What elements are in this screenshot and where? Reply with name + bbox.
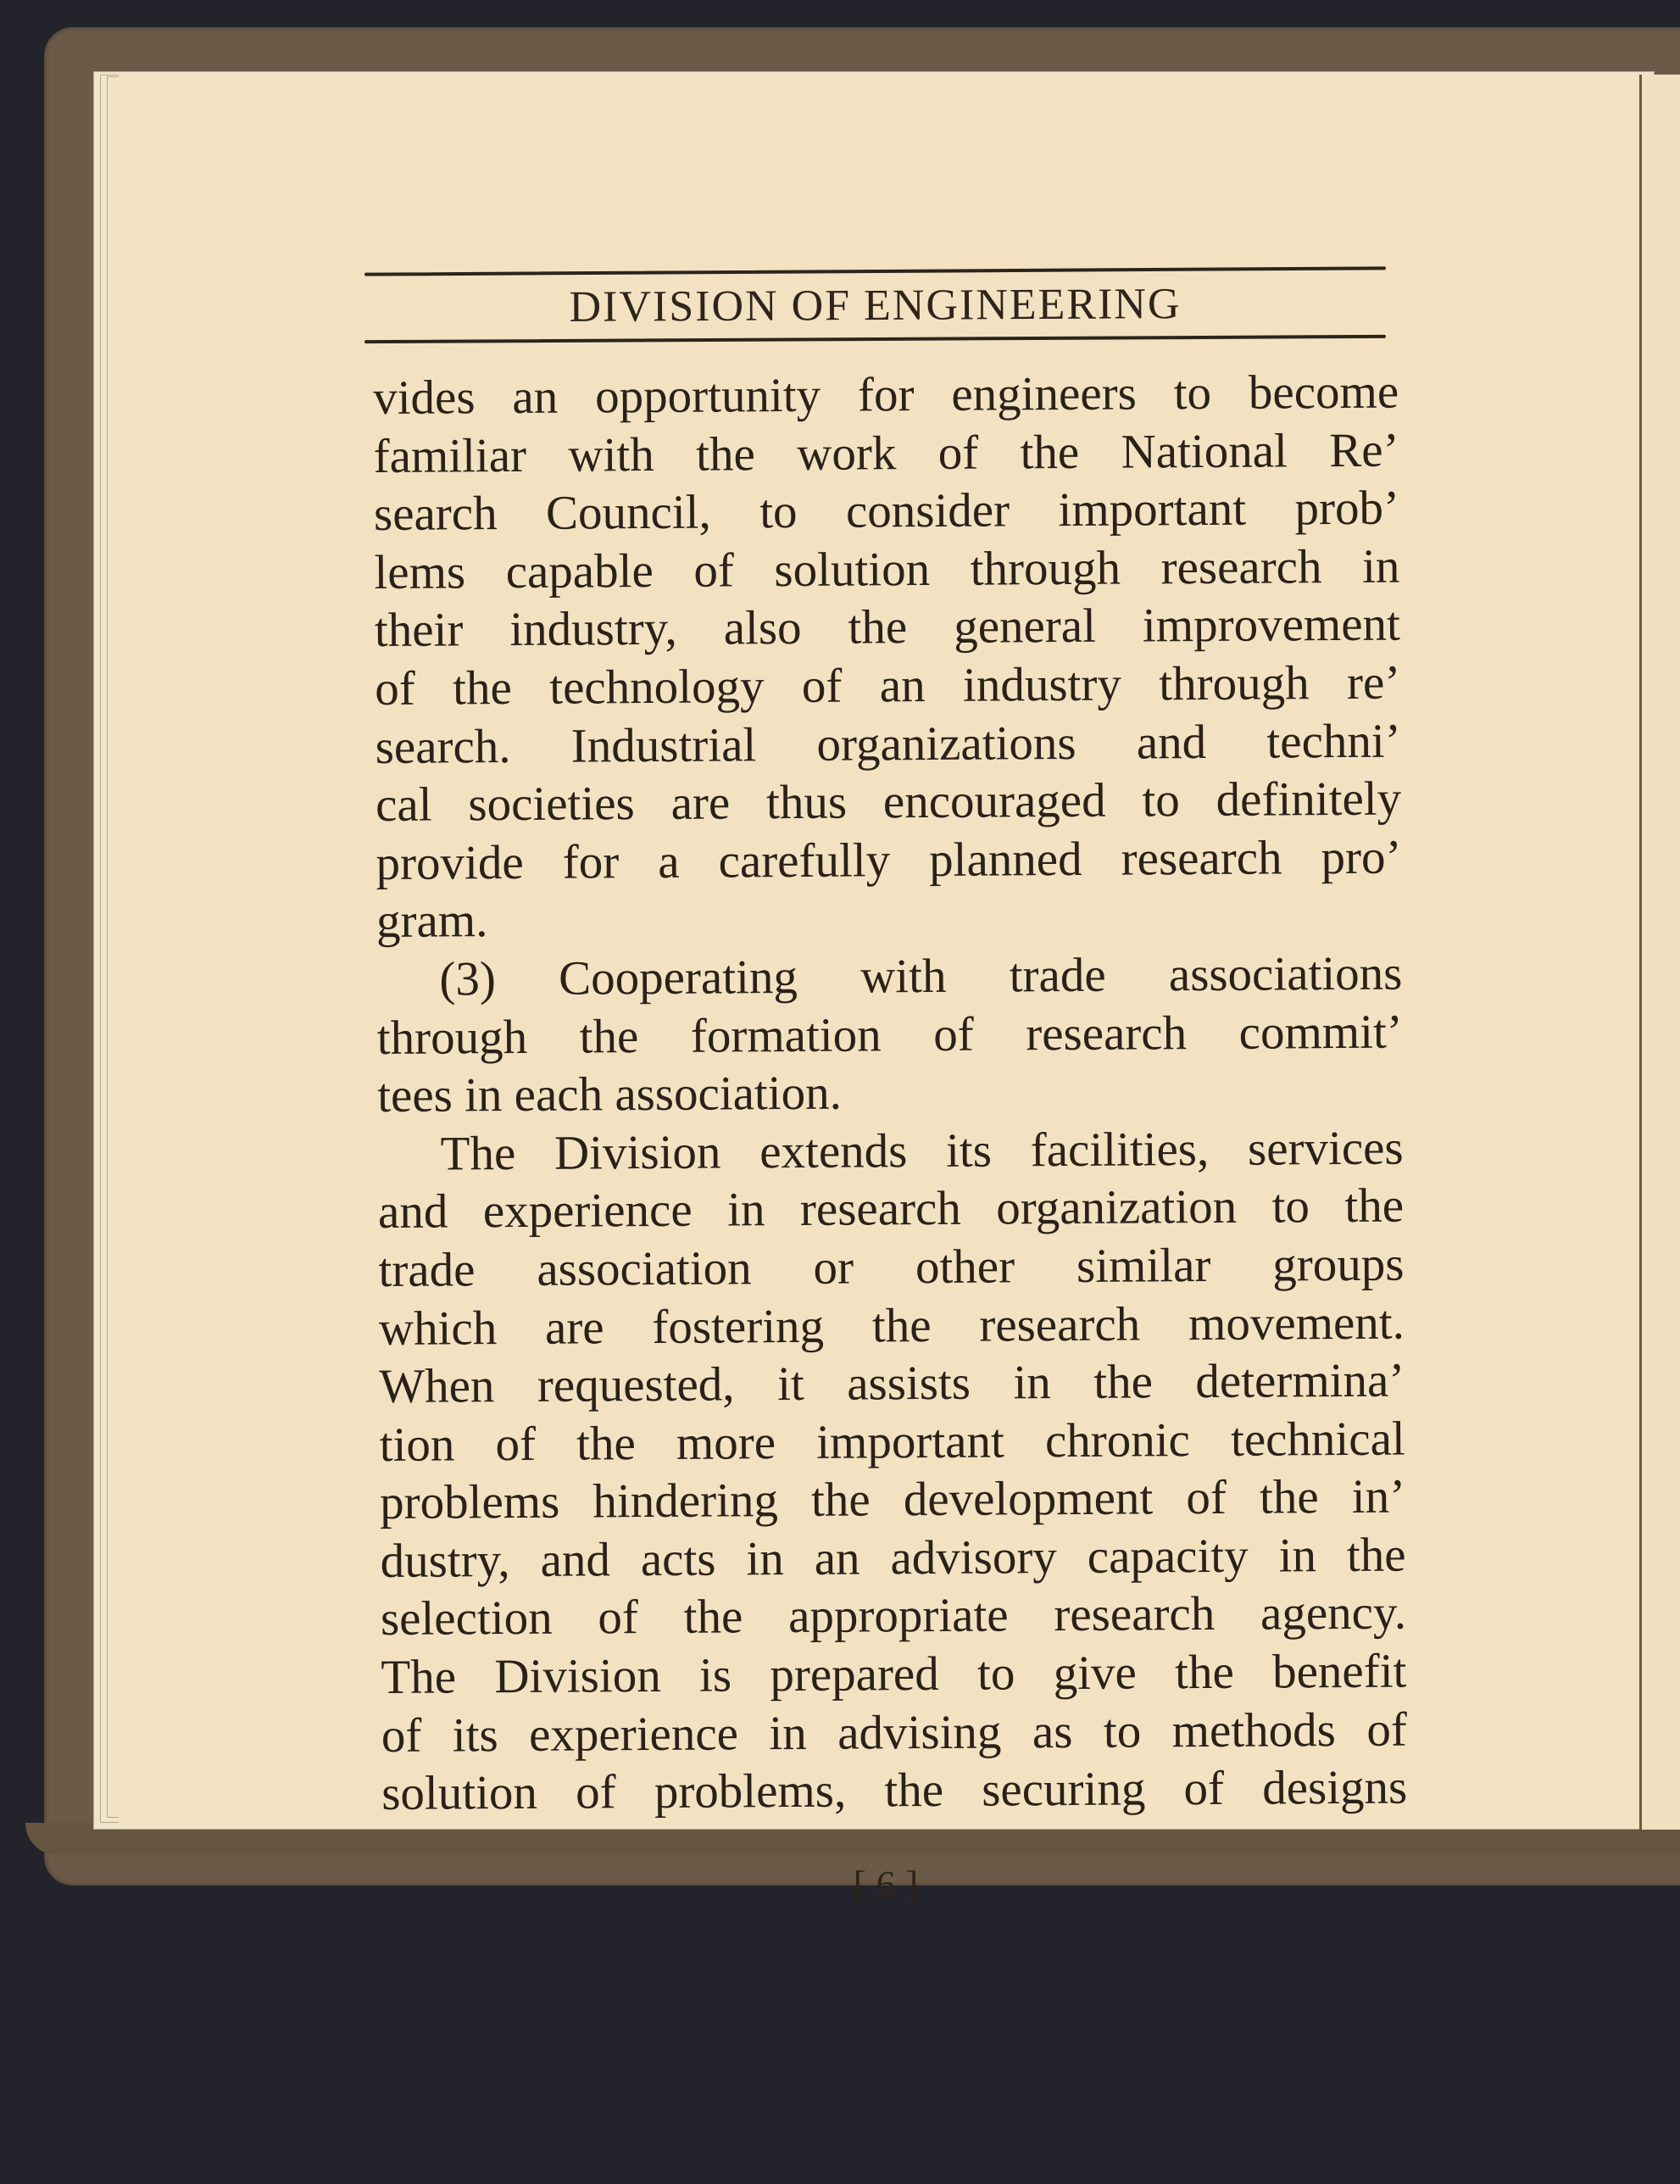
text-line: of its experience in advising as to methods of: [381, 1702, 1408, 1763]
text-line: and experience in research organization to the: [377, 1178, 1405, 1240]
text-line: provide for a carefully planned research pro’: [375, 830, 1402, 890]
page-number: [ 6 ]: [853, 1863, 919, 1906]
text-line: gram.: [375, 894, 488, 949]
text-line: vides an opportunity for engineers to become: [373, 365, 1399, 425]
text-line: familiar with the work of the National Re’: [373, 423, 1399, 483]
text-line: of the technology of an industry through re’: [375, 655, 1401, 716]
text-line: their industry, also the general improvement: [374, 597, 1401, 658]
text-line: The Division extends its facilities, services: [440, 1121, 1404, 1181]
body-text: [373, 364, 1407, 1824]
text-line: The Division is prepared to give the benefit: [381, 1644, 1407, 1705]
text-line: which are fostering the research movement.: [378, 1295, 1405, 1356]
text-line: through the formation of research commit’: [376, 1005, 1403, 1065]
text-line: search. Industrial organizations and techni’: [375, 714, 1401, 774]
text-line: problems hindering the development of the in’: [379, 1469, 1406, 1530]
running-head: [364, 270, 1386, 341]
text-line: trade association or other similar groups: [378, 1237, 1405, 1297]
text-line: selection of the appropriate research agency.: [380, 1586, 1407, 1646]
text-line: solution of problems, the securing of designs: [381, 1760, 1408, 1821]
text-line: search Council, to consider important prob’: [373, 481, 1400, 542]
text-line: tion of the more important chronic technical: [379, 1412, 1405, 1472]
text-line: (3) Cooperating with trade associations: [439, 946, 1403, 1006]
text-line: tees in each association.: [377, 1066, 843, 1123]
text-line: When requested, it assists in the determina’: [379, 1353, 1405, 1414]
text-line: dustry, and acts in an advisory capacity in the: [380, 1528, 1406, 1588]
text-line: lems capable of solution through research in: [374, 539, 1400, 599]
facing-page-edge: [1639, 75, 1680, 1830]
running-head-title: DIVISION OF ENGINEERING: [569, 280, 1182, 332]
text-line: cal societies are thus encouraged to definitely: [375, 772, 1402, 833]
